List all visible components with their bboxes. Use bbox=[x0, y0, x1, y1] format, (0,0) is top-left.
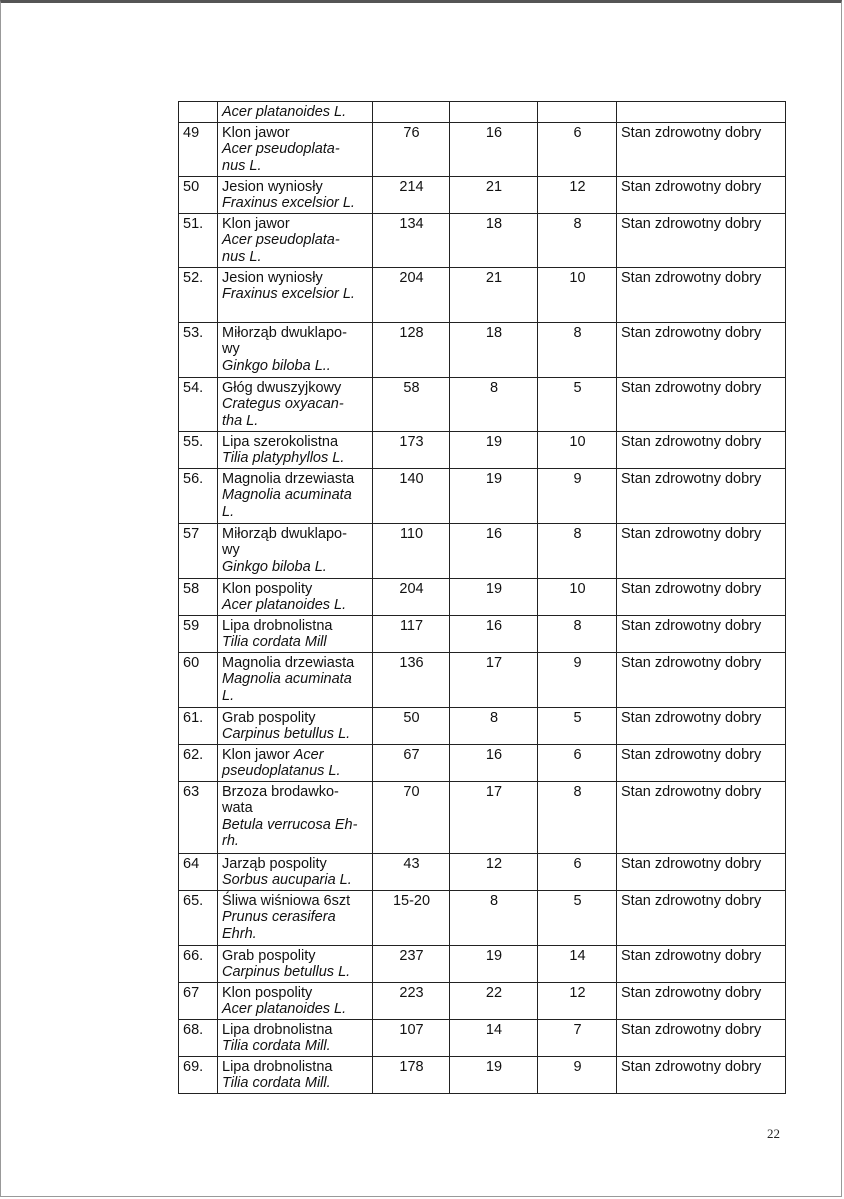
trunk-circumference: 140 bbox=[373, 468, 450, 523]
polish-name: Klon pospolity bbox=[222, 580, 313, 597]
tree-number: 62. bbox=[179, 744, 218, 781]
latin-name: Acer platanoides L. bbox=[222, 104, 347, 120]
table-row bbox=[179, 431, 786, 468]
species-cell bbox=[218, 523, 373, 578]
trunk-circumference: 15-20 bbox=[373, 890, 450, 945]
table-row bbox=[179, 176, 786, 213]
tree-number: 54. bbox=[179, 377, 218, 431]
latin-name: tha L. bbox=[222, 412, 259, 429]
tree-height: 16 bbox=[450, 615, 538, 652]
crown-diameter: 6 bbox=[538, 744, 617, 781]
tree-number: 49 bbox=[179, 122, 218, 176]
crown-diameter: 8 bbox=[538, 213, 617, 267]
table-row bbox=[179, 1019, 786, 1056]
polish-name: Jarząb pospolity bbox=[222, 855, 327, 872]
species-cell bbox=[218, 1056, 373, 1093]
page-number: 22 bbox=[767, 1126, 780, 1141]
trunk-circumference: 50 bbox=[373, 707, 450, 744]
polish-name: Klon jawor Acer bbox=[222, 746, 324, 763]
table-row bbox=[179, 102, 786, 123]
trunk-circumference: 76 bbox=[373, 122, 450, 176]
latin-name: Ehrh. bbox=[222, 925, 257, 942]
crown-diameter: 8 bbox=[538, 615, 617, 652]
health-status: Stan zdrowotny dobry bbox=[617, 615, 786, 652]
health-status bbox=[617, 102, 786, 123]
trunk-circumference: 128 bbox=[373, 322, 450, 377]
health-status: Stan zdrowotny dobry bbox=[617, 1056, 786, 1093]
health-status: Stan zdrowotny dobry bbox=[617, 213, 786, 267]
health-status: Stan zdrowotny dobry bbox=[617, 176, 786, 213]
polish-name: Jesion wyniosły bbox=[222, 269, 323, 286]
crown-diameter: 7 bbox=[538, 1019, 617, 1056]
polish-name: Grab pospolity bbox=[222, 947, 316, 964]
tree-height: 18 bbox=[450, 322, 538, 377]
tree-height bbox=[450, 102, 538, 123]
latin-name: Ginkgo biloba L. bbox=[222, 558, 327, 575]
tree-height: 17 bbox=[450, 652, 538, 707]
species-cell bbox=[218, 853, 373, 890]
polish-name: Miłorząb dwuklapo- bbox=[222, 324, 347, 341]
species-cell bbox=[218, 176, 373, 213]
trunk-circumference: 67 bbox=[373, 744, 450, 781]
tree-number: 52. bbox=[179, 267, 218, 322]
tree-height: 19 bbox=[450, 578, 538, 615]
crown-diameter: 6 bbox=[538, 853, 617, 890]
latin-name: Fraxinus excelsior L. bbox=[222, 195, 355, 211]
tree-number: 68. bbox=[179, 1019, 218, 1056]
polish-name: Lipa szerokolistna bbox=[222, 433, 339, 450]
trunk-circumference: 204 bbox=[373, 267, 450, 322]
tree-height: 16 bbox=[450, 523, 538, 578]
trunk-circumference bbox=[373, 102, 450, 123]
health-status: Stan zdrowotny dobry bbox=[617, 431, 786, 468]
trunk-circumference: 173 bbox=[373, 431, 450, 468]
tree-number: 69. bbox=[179, 1056, 218, 1093]
polish-name: Śliwa wiśniowa 6szt bbox=[222, 892, 351, 909]
species-cell bbox=[218, 377, 373, 431]
latin-name: Betula verrucosa Eh- bbox=[222, 816, 358, 833]
latin-name: Tilia cordata Mill bbox=[222, 634, 327, 650]
trunk-circumference: 134 bbox=[373, 213, 450, 267]
latin-name: Carpinus betullus L. bbox=[222, 964, 351, 980]
table-row bbox=[179, 578, 786, 615]
tree-number: 53. bbox=[179, 322, 218, 377]
health-status: Stan zdrowotny dobry bbox=[617, 122, 786, 176]
polish-name: Brzoza brodawko- bbox=[222, 783, 339, 800]
table-row bbox=[179, 523, 786, 578]
latin-name: Sorbus aucuparia L. bbox=[222, 872, 352, 888]
tree-number: 65. bbox=[179, 890, 218, 945]
trunk-circumference: 107 bbox=[373, 1019, 450, 1056]
species-cell bbox=[218, 213, 373, 267]
polish-name: Miłorząb dwuklapo- bbox=[222, 525, 347, 542]
crown-diameter bbox=[538, 102, 617, 123]
health-status: Stan zdrowotny dobry bbox=[617, 652, 786, 707]
latin-name: Acer platanoides L. bbox=[222, 1001, 347, 1017]
polish-name: Lipa drobnolistna bbox=[222, 617, 333, 634]
table-row bbox=[179, 982, 786, 1019]
species-cell bbox=[218, 102, 373, 123]
latin-name: L. bbox=[222, 503, 235, 520]
polish-name: Głóg dwuszyjkowy bbox=[222, 379, 342, 396]
tree-number: 59 bbox=[179, 615, 218, 652]
latin-name: Acer pseudoplata- bbox=[222, 141, 340, 157]
health-status: Stan zdrowotny dobry bbox=[617, 982, 786, 1019]
tree-height: 21 bbox=[450, 176, 538, 213]
trunk-circumference: 70 bbox=[373, 781, 450, 853]
tree-number: 64 bbox=[179, 853, 218, 890]
latin-name: Acer pseudoplata- bbox=[222, 232, 340, 248]
polish-name: Magnolia drzewiasta bbox=[222, 470, 355, 487]
polish-name: Magnolia drzewiasta bbox=[222, 654, 355, 671]
tree-height: 8 bbox=[450, 377, 538, 431]
tree-number: 66. bbox=[179, 945, 218, 982]
tree-inventory-table bbox=[178, 101, 786, 1094]
latin-name: Magnolia acuminata bbox=[222, 487, 352, 503]
latin-name: nus L. bbox=[222, 248, 262, 265]
polish-name: Lipa drobnolistna bbox=[222, 1021, 333, 1038]
species-cell bbox=[218, 781, 373, 853]
tree-height: 22 bbox=[450, 982, 538, 1019]
crown-diameter: 9 bbox=[538, 652, 617, 707]
table-row bbox=[179, 744, 786, 781]
species-cell bbox=[218, 468, 373, 523]
table-row bbox=[179, 1056, 786, 1093]
tree-height: 18 bbox=[450, 213, 538, 267]
crown-diameter: 5 bbox=[538, 377, 617, 431]
table-row bbox=[179, 652, 786, 707]
tree-number bbox=[179, 102, 218, 123]
table-row bbox=[179, 945, 786, 982]
species-cell bbox=[218, 431, 373, 468]
health-status: Stan zdrowotny dobry bbox=[617, 890, 786, 945]
latin-name: Fraxinus excelsior L. bbox=[222, 286, 355, 302]
health-status: Stan zdrowotny dobry bbox=[617, 523, 786, 578]
crown-diameter: 9 bbox=[538, 1056, 617, 1093]
latin-name: Tilia cordata Mill. bbox=[222, 1038, 331, 1054]
tree-number: 67 bbox=[179, 982, 218, 1019]
health-status: Stan zdrowotny dobry bbox=[617, 945, 786, 982]
species-cell bbox=[218, 744, 373, 781]
crown-diameter: 12 bbox=[538, 982, 617, 1019]
tree-number: 58 bbox=[179, 578, 218, 615]
health-status: Stan zdrowotny dobry bbox=[617, 578, 786, 615]
crown-diameter: 9 bbox=[538, 468, 617, 523]
latin-name: rh. bbox=[222, 833, 239, 849]
tree-height: 19 bbox=[450, 1056, 538, 1093]
crown-diameter: 8 bbox=[538, 781, 617, 853]
table-row bbox=[179, 122, 786, 176]
crown-diameter: 5 bbox=[538, 707, 617, 744]
trunk-circumference: 178 bbox=[373, 1056, 450, 1093]
trunk-circumference: 43 bbox=[373, 853, 450, 890]
latin-name: Magnolia acuminata bbox=[222, 671, 352, 687]
health-status: Stan zdrowotny dobry bbox=[617, 468, 786, 523]
species-cell bbox=[218, 578, 373, 615]
polish-name: Klon pospolity bbox=[222, 984, 313, 1001]
health-status: Stan zdrowotny dobry bbox=[617, 322, 786, 377]
tree-height: 21 bbox=[450, 267, 538, 322]
species-cell bbox=[218, 707, 373, 744]
species-cell bbox=[218, 890, 373, 945]
crown-diameter: 6 bbox=[538, 122, 617, 176]
species-cell bbox=[218, 267, 373, 322]
species-cell bbox=[218, 1019, 373, 1056]
species-cell bbox=[218, 122, 373, 176]
tree-number: 56. bbox=[179, 468, 218, 523]
latin-name: Ginkgo biloba L.. bbox=[222, 357, 331, 374]
species-cell bbox=[218, 652, 373, 707]
health-status: Stan zdrowotny dobry bbox=[617, 853, 786, 890]
trunk-circumference: 136 bbox=[373, 652, 450, 707]
crown-diameter: 8 bbox=[538, 322, 617, 377]
health-status: Stan zdrowotny dobry bbox=[617, 377, 786, 431]
tree-number: 57 bbox=[179, 523, 218, 578]
trunk-circumference: 204 bbox=[373, 578, 450, 615]
trunk-circumference: 117 bbox=[373, 615, 450, 652]
tree-number: 63 bbox=[179, 781, 218, 853]
crown-diameter: 10 bbox=[538, 578, 617, 615]
tree-height: 19 bbox=[450, 468, 538, 523]
polish-name: wata bbox=[222, 800, 253, 816]
species-cell bbox=[218, 322, 373, 377]
latin-name: Carpinus betullus L. bbox=[222, 726, 351, 742]
latin-name: Prunus cerasifera bbox=[222, 909, 336, 925]
trunk-circumference: 110 bbox=[373, 523, 450, 578]
health-status: Stan zdrowotny dobry bbox=[617, 1019, 786, 1056]
table-row bbox=[179, 615, 786, 652]
trunk-circumference: 214 bbox=[373, 176, 450, 213]
crown-diameter: 5 bbox=[538, 890, 617, 945]
polish-name: Klon jawor bbox=[222, 215, 290, 232]
tree-height: 19 bbox=[450, 945, 538, 982]
tree-height: 14 bbox=[450, 1019, 538, 1056]
latin-name: Tilia platyphyllos L. bbox=[222, 450, 345, 466]
table-row bbox=[179, 322, 786, 377]
tree-number: 60 bbox=[179, 652, 218, 707]
trunk-circumference: 223 bbox=[373, 982, 450, 1019]
table-row bbox=[179, 707, 786, 744]
tree-height: 8 bbox=[450, 890, 538, 945]
tree-number: 51. bbox=[179, 213, 218, 267]
latin-name: Acer bbox=[293, 746, 324, 763]
table-row bbox=[179, 267, 786, 322]
polish-name: Klon jawor bbox=[222, 124, 290, 141]
crown-diameter: 10 bbox=[538, 431, 617, 468]
latin-name: nus L. bbox=[222, 157, 262, 174]
polish-name: wy bbox=[222, 341, 240, 357]
crown-diameter: 14 bbox=[538, 945, 617, 982]
crown-diameter: 10 bbox=[538, 267, 617, 322]
health-status: Stan zdrowotny dobry bbox=[617, 781, 786, 853]
latin-name: pseudoplatanus L. bbox=[222, 763, 341, 779]
tree-height: 8 bbox=[450, 707, 538, 744]
table-row bbox=[179, 377, 786, 431]
polish-name: Lipa drobnolistna bbox=[222, 1058, 333, 1075]
species-cell bbox=[218, 982, 373, 1019]
table-row bbox=[179, 468, 786, 523]
tree-height: 16 bbox=[450, 122, 538, 176]
crown-diameter: 12 bbox=[538, 176, 617, 213]
tree-number: 55. bbox=[179, 431, 218, 468]
latin-name: Tilia cordata Mill. bbox=[222, 1075, 331, 1091]
tree-height: 12 bbox=[450, 853, 538, 890]
table-row bbox=[179, 781, 786, 853]
crown-diameter: 8 bbox=[538, 523, 617, 578]
tree-height: 17 bbox=[450, 781, 538, 853]
latin-name: Acer platanoides L. bbox=[222, 597, 347, 613]
tree-number: 50 bbox=[179, 176, 218, 213]
polish-name: Jesion wyniosły bbox=[222, 178, 323, 195]
table-body bbox=[179, 102, 786, 1094]
table-row bbox=[179, 890, 786, 945]
tree-height: 16 bbox=[450, 744, 538, 781]
table-row bbox=[179, 853, 786, 890]
trunk-circumference: 237 bbox=[373, 945, 450, 982]
health-status: Stan zdrowotny dobry bbox=[617, 707, 786, 744]
species-cell bbox=[218, 945, 373, 982]
health-status: Stan zdrowotny dobry bbox=[617, 744, 786, 781]
polish-name: wy bbox=[222, 542, 240, 558]
latin-name: L. bbox=[222, 687, 235, 704]
polish-name: Grab pospolity bbox=[222, 709, 316, 726]
table-row bbox=[179, 213, 786, 267]
species-cell bbox=[218, 615, 373, 652]
latin-name: Crategus oxyacan- bbox=[222, 396, 344, 412]
trunk-circumference: 58 bbox=[373, 377, 450, 431]
tree-height: 19 bbox=[450, 431, 538, 468]
health-status: Stan zdrowotny dobry bbox=[617, 267, 786, 322]
tree-number: 61. bbox=[179, 707, 218, 744]
